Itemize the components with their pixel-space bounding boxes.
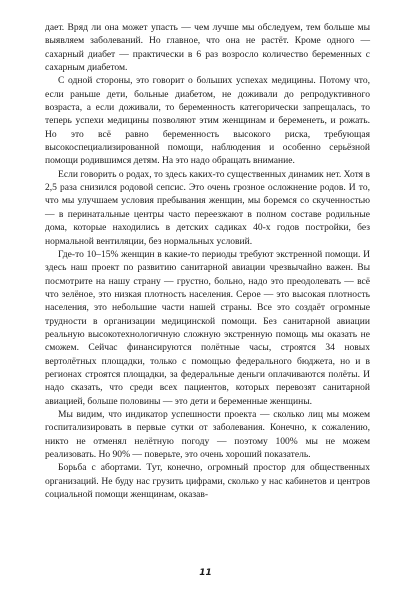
paragraph-childbirth: Если говорить о родах, то здесь каких-то существенных динамик нет. Хотя в 2,5 раза снизился родовой сепсис. Это очень грозное осложнение родов. И то, что мы улучшаем условия пребывания женщин, мы боремся со скученностью — в перинатальные центры часто переезжают в полном составе родильные дома, которые находились в детских садиках 40-х годов постройки, без нормальной вентиляции, без нормальных условий. xyxy=(45,168,370,247)
paragraph-sanitary-aviation: Где-то 10–15% женщин в какие-то периоды требуют экстренной помощи. И здесь наш проект по развитию санитарной авиации чрезвычайно важен. Вы посмотрите на нашу страну — грустно, больно, надо это преодолевать — всё что зелёное, это низкая плотность населения. Серое — это высокая плотность населения, это небольшие части нашей страны. Все это создаёт огромные трудности в организации медицинской помощи. Без санитарной авиации реальную высокотехнологичную сложную экстренную помощь мы оказать не сможем. Сейчас финансируются полётные часы, строятся 34 новых вертолётных площадки, только с помощью федерального бюджета, но и в регионах строятся площадки, за федеральные деньги оплачиваются полёты. И надо сказать, что среди всех пациентов, которых перевозят санитарной авиацией, больше половины — это дети и беременные женщины. xyxy=(45,248,370,407)
paragraph-diabetes-success: С одной стороны, это говорит о больших успехах медицины. Потому что, если раньше дети, больные диабетом, не доживали до репродуктивного возраста, а если доживали, то беременность категорически запрещалась, то теперь успехи медицины позволяют этим женщинам и беременеть, и рожать. Но это всё равно беременность высокого риска, требующая высокоспециализированной помощи, наблюдения и особенно серьёзной помощи родившимся детям. На это надо обращать внимание. xyxy=(45,75,370,167)
page-body xyxy=(45,21,370,501)
paragraph-project-indicator: Мы видим, что индикатор успешности проекта — сколько лиц мы можем госпитализировать в первые сутки от заболевания. Конечно, к сожалению, никто не отменял нелётную погоду — поэтому 100% мы не можем реализовать. Но 90% — поверьте, это очень хороший показатель. xyxy=(45,408,370,460)
paragraph-continuation: дает. Вряд ли она может упасть — чем лучше мы обследуем, тем больше мы выявляем заболеваний. Но главное, что она не растёт. Кроме одного — сахарный диабет — практически в 6 раз возросло количество беременных с сахарным диабетом. xyxy=(45,22,370,74)
paragraph-abortions: Борьба с абортами. Тут, конечно, огромный простор для общественных организаций. Не буду нас грузить цифрами, сколько у нас кабинетов и центров социальной помощи женщинам, оказав- xyxy=(45,462,370,501)
page-number: 11 xyxy=(199,568,212,578)
